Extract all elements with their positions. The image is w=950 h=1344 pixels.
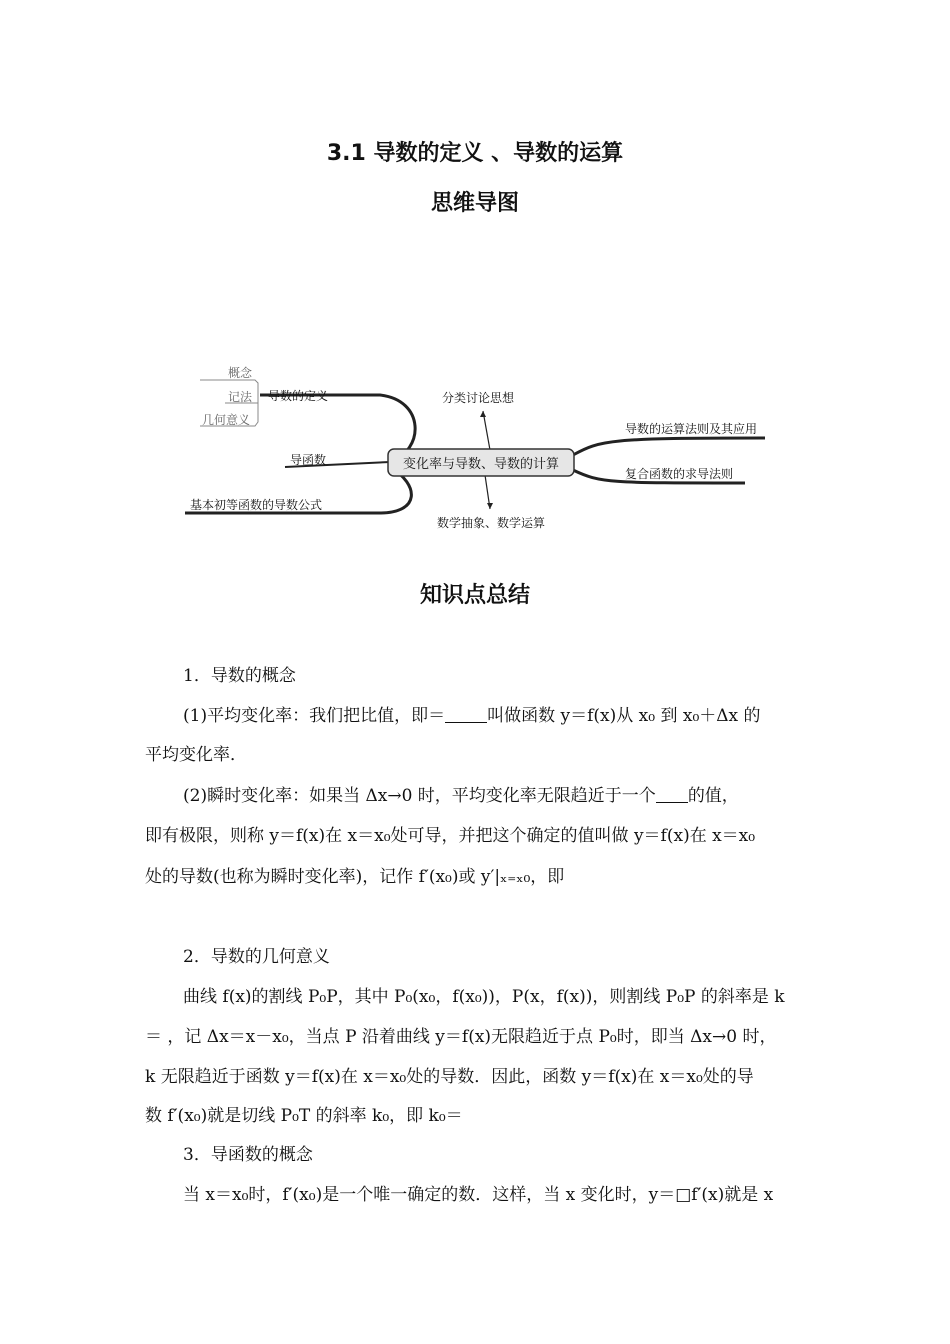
branch-derived-function: 导函数 — [290, 453, 327, 467]
paragraph-derived-function-1: 当 x＝x₀时，f′(x₀)是一个唯一确定的数．这样，当 x 变化时，y＝□f′(x)就是 x — [183, 1185, 774, 1205]
paragraph-geometric-2: ＝ ，记 Δx＝x－x₀，当点 P 沿着曲线 y＝f(x)无限趋近于点 P₀时，即当 Δx→0 时， — [145, 1027, 777, 1047]
section-title: 知识点总结 — [419, 583, 530, 608]
branch-rules: 导数的运算法则及其应用 — [625, 422, 758, 436]
connector-rules — [573, 438, 765, 455]
branch-formulas: 基本初等函数的导数公式 — [190, 498, 323, 512]
heading-derivative-concept: 1．导数的概念 — [183, 666, 296, 686]
branch-chain-rule: 复合函数的求导法则 — [625, 467, 734, 481]
page-title: 3.1 导数的定义 、导数的运算 — [326, 141, 624, 166]
paragraph-instant-rate-2: 即有极限，则称 y＝f(x)在 x＝x₀处可导，并把这个确定的值叫做 y＝f(x)在 x＝x₀ — [145, 826, 756, 846]
mindmap-heading: 思维导图 — [430, 191, 519, 216]
note-abstraction: 数学抽象、数学运算 — [437, 516, 546, 530]
branch-definition: 导数的定义 — [268, 389, 329, 403]
paragraph-instant-rate-1: (2)瞬时变化率：如果当 Δx→0 时，平均变化率无限趋近于一个 的值， — [183, 786, 739, 806]
center-node-label: 变化率与导数、导数的计算 — [402, 457, 560, 472]
sub-item-notation: 记法 — [228, 390, 253, 404]
note-classification: 分类讨论思想 — [442, 391, 515, 405]
heading-derived-function: 3．导函数的概念 — [183, 1145, 313, 1165]
paragraph-average-rate-2: 平均变化率． — [145, 745, 247, 765]
paragraph-geometric-4: 数 f′(x₀)就是切线 P₀T 的斜率 k₀，即 k₀＝ — [145, 1106, 463, 1126]
paragraph-instant-rate-3: 处的导数(也称为瞬时变化率)，记作 f′(x₀)或 y′|ₓ₌ₓ₀，即 — [145, 867, 565, 887]
sub-item-geometric: 几何意义 — [202, 413, 251, 427]
paragraph-geometric-3: k 无限趋近于函数 y＝f(x)在 x＝x₀处的导数．因此，函数 y＝f(x)在 x＝x₀处的导 — [145, 1067, 754, 1087]
heading-geometric-meaning: 2．导数的几何意义 — [183, 947, 330, 967]
paragraph-average-rate-1: (1)平均变化率：我们把比值，即＝ 叫做函数 y＝f(x)从 x₀ 到 x₀＋Δx 的 — [183, 706, 761, 726]
mind-map — [180, 355, 780, 540]
sub-item-concept: 概念 — [228, 366, 253, 380]
paragraph-geometric-1: 曲线 f(x)的割线 P₀P，其中 P₀(x₀，f(x₀))，P(x，f(x))，则割线 P₀P 的斜率是 k — [183, 987, 785, 1007]
